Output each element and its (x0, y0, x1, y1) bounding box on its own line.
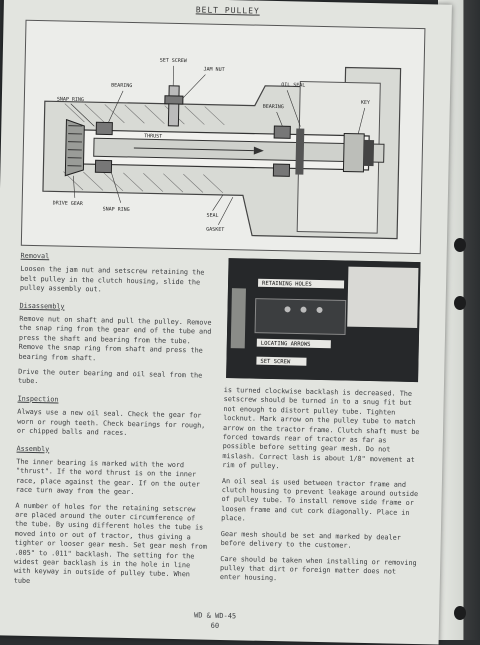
pulley-photo-image (226, 258, 420, 382)
label-jam-nut: JAM NUT (203, 67, 224, 73)
label-snap-ring-top: SNAP RING (57, 96, 84, 103)
binder-hole-middle (454, 296, 466, 310)
inspection-heading: Inspection (17, 395, 213, 409)
bearing-right-top (274, 126, 290, 138)
binder-hole-bottom (454, 606, 466, 620)
photo-pulley-tube (255, 299, 346, 335)
left-column (14, 252, 217, 596)
right-text-4: Care should be taken when installing or removing pulley that dirt or foreign matter does not enter housing. (220, 554, 419, 586)
bearing-left-bottom (95, 160, 111, 172)
label-bearing-left: BEARING (111, 83, 132, 89)
label-thrust: THRUST (144, 133, 162, 139)
bearing-right-bottom (273, 164, 289, 176)
belt-pulley-cutaway-drawing (22, 21, 425, 253)
label-key: KEY (361, 100, 370, 106)
inspection-text: Always use a new oil seal. Check the gear for worn or rough teeth. Check bearings for rough, or chipped balls and races. (17, 408, 214, 440)
photo-bracket (231, 288, 246, 348)
label-gasket: GASKET (206, 227, 224, 233)
right-text-3: Gear mesh should be set and marked by dealer before delivery to the customer. (221, 530, 419, 553)
disassembly-text-1: Remove nut on shaft and pull the pulley. Remove the snap ring from the gear end of the tube and press the shaft and bearing from the tube. Remove the snap ring from shaft and press the bearing from shaft. (18, 315, 215, 366)
shaft-nut (364, 140, 375, 166)
pulley-hub (343, 133, 364, 171)
assembly-text-2: A number of holes for the retaining setscrew are placed around the outer circumference of the tube. By using different holes the tube is moved into or out of tractor, thus giving a tighter or looser gear mesh. Set gear mesh from .005" to .011" backlash. The setting for the widest gear backlash is in the hole in line with keyway in outside of pulley tube. When tube (14, 501, 212, 590)
photo-bright-area (347, 267, 418, 328)
binder-hole-top (454, 238, 466, 252)
footer-model: WD & WD-45 (0, 607, 439, 624)
assembly-text-1: The inner bearing is marked with the word "thrust". If the word thrust is on the inner race, place against the gear. If on the outer race turn away from the gear. (16, 458, 213, 500)
assembly-heading: Assembly (16, 444, 212, 458)
oil-seal (295, 128, 304, 174)
photo-label-retaining-holes: RETAINING HOLES (262, 281, 312, 288)
page-header: BELT PULLEY (4, 1, 452, 19)
label-set-screw: SET SCREW (160, 58, 188, 65)
right-column (220, 386, 422, 593)
removal-heading: Removal (20, 252, 216, 266)
photo-label-locating-arrows: LOCATING ARROWS (261, 341, 311, 348)
bearing-left-top (96, 122, 112, 134)
footer-page-number: 60 (0, 617, 439, 634)
label-snap-ring-bottom: SNAP RING (103, 206, 130, 213)
photo-label-set-screw: SET SCREW (260, 359, 291, 366)
right-text-2: An oil seal is used between tractor frame and clutch housing to prevent leakage around outside of pulley tube. To install remove side frame or loosen frame and cut cork diagonally. Place in place. (221, 477, 420, 528)
label-drive-gear: DRIVE GEAR (53, 200, 84, 207)
set-screw (168, 86, 179, 126)
right-text-1: is turned clockwise backlash is decreased. The setscrew should be turned in to a snug fit but not enough to distort pulley tube. Tighten locknut. Mark arrow on the pulley tube to match arrow on the tractor frame. Clutch shaft must be forced towards rear of tractor as far as possible before setting gear mesh. Do not mislash. Correct lash is about 1/8" movement at rim of pulley. (222, 386, 422, 475)
label-oil-seal: OIL SEAL (281, 82, 305, 89)
label-bearing-right: BEARING (263, 104, 284, 110)
pulley-photo (226, 258, 420, 382)
removal-text: Loosen the jam nut and setscrew retaining the belt pulley in the clutch housing, slide the pulley assembly out. (20, 265, 217, 297)
disassembly-text-2: Drive the outer bearing and oil seal from the tube. (18, 368, 214, 391)
belt-pulley-diagram (21, 20, 426, 254)
drive-gear (65, 120, 84, 176)
disassembly-heading: Disassembly (19, 301, 215, 315)
jam-nut (165, 96, 183, 104)
label-seal: SEAL (206, 213, 218, 219)
